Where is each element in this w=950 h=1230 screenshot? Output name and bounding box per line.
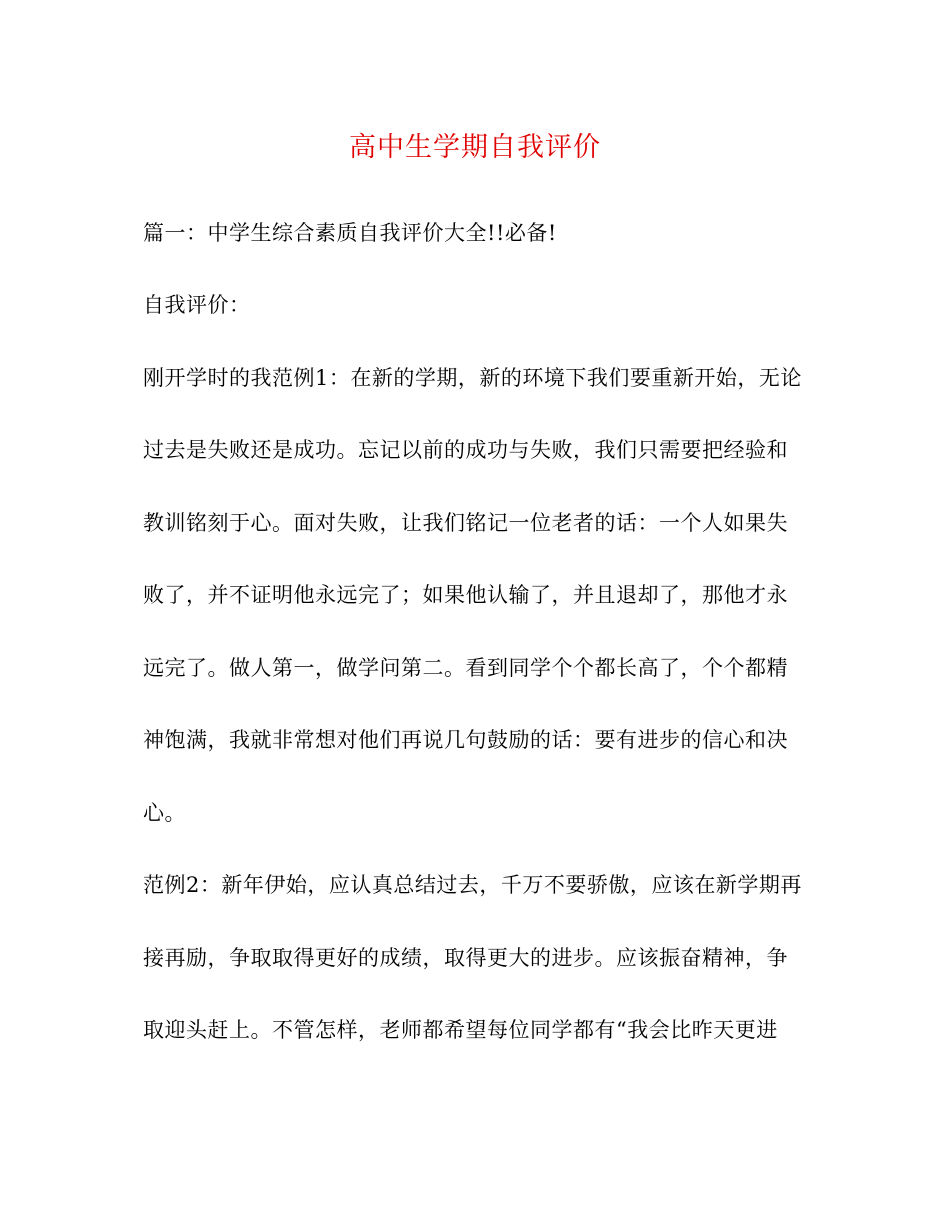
- paragraph-line: 自我评价：: [143, 293, 251, 317]
- paragraph-line: 取迎头赶上。不管怎样，老师都希望每位同学都有“我会比昨天更进: [143, 1018, 778, 1042]
- paragraph-line: 接再励，争取取得更好的成绩，取得更大的进步。应该振奋精神，争: [143, 946, 788, 970]
- document-title: 高中生学期自我评价: [349, 132, 601, 163]
- paragraph-line: 心。: [143, 801, 186, 825]
- paragraph-line: 远完了。做人第一，做学问第二。看到同学个个都长高了，个个都精: [143, 656, 788, 680]
- paragraph-line: 刚开学时的我范例1：在新的学期，新的环境下我们要重新开始，无论: [143, 366, 802, 390]
- paragraph-line: 败了，并不证明他永远完了；如果他认输了，并且退却了，那他才永: [143, 583, 788, 607]
- paragraph-line: 过去是失败还是成功。忘记以前的成功与失败，我们只需要把经验和: [143, 438, 788, 462]
- paragraph-line: 范例2：新年伊始，应认真总结过去，千万不要骄傲，应该在新学期再: [143, 873, 802, 897]
- paragraph-line: 神饱满，我就非常想对他们再说几句鼓励的话：要有进步的信心和决: [143, 728, 788, 752]
- section-heading: 篇一：中学生综合素质自我评价大全!!必备!: [143, 221, 557, 245]
- paragraph-line: 教训铭刻于心。面对失败，让我们铭记一位老者的话：一个人如果失: [143, 511, 788, 535]
